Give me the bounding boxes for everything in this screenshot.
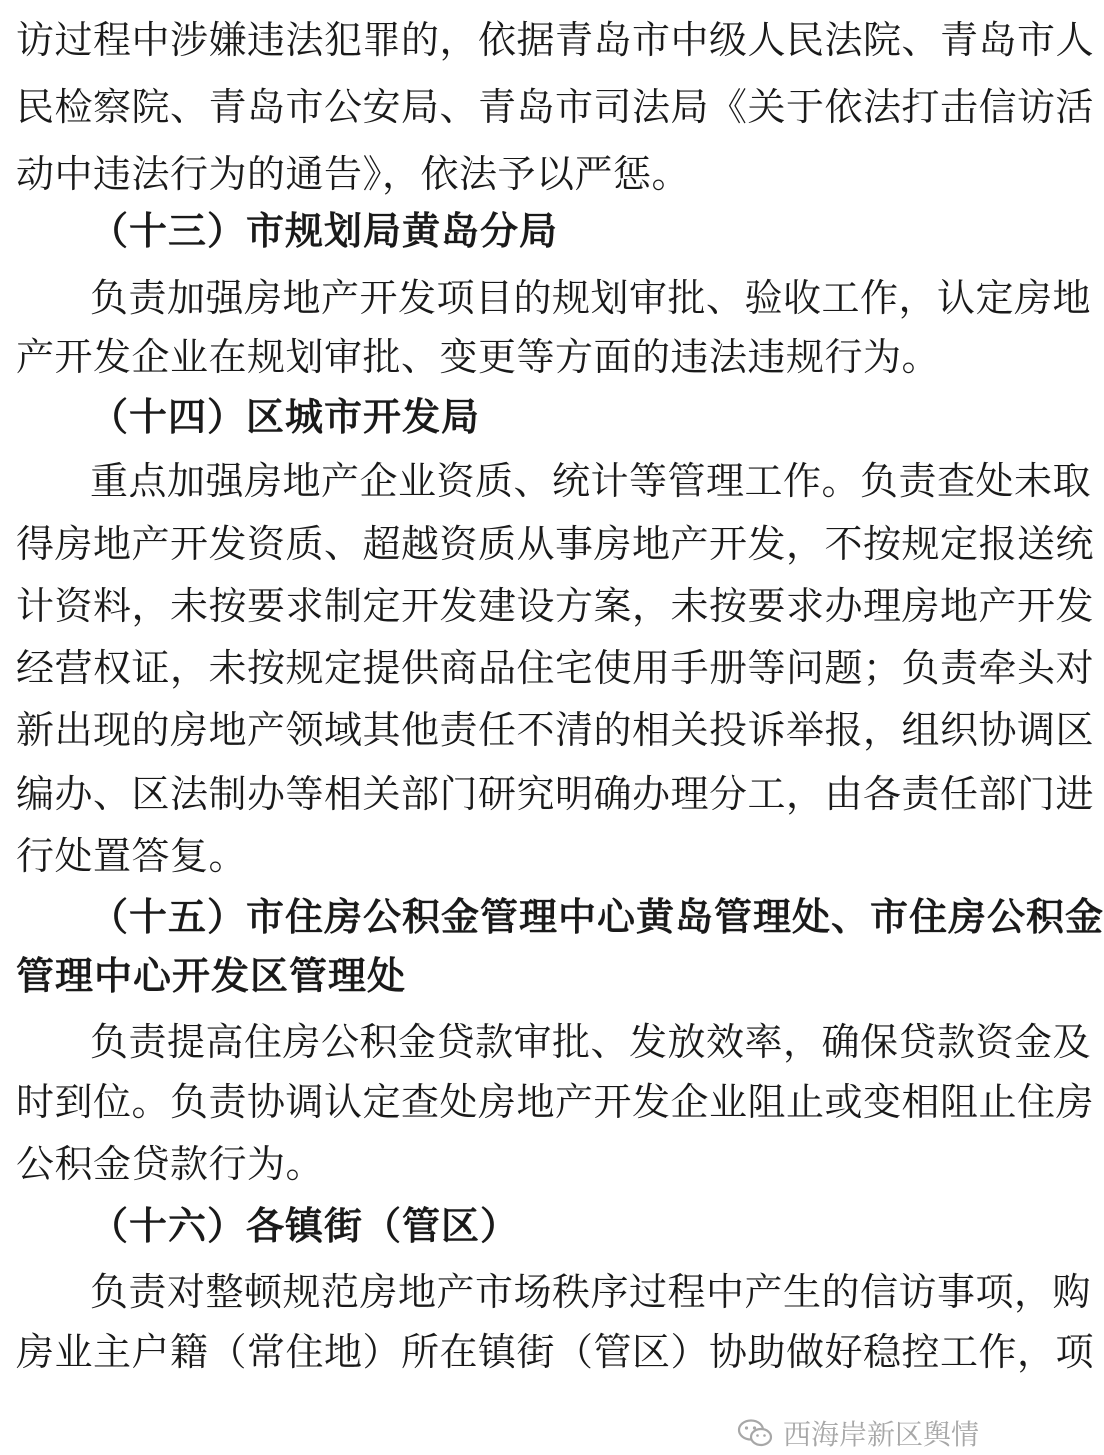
text-line: 产开发企业在规划审批、变更等方面的违法违规行为。 <box>16 335 941 379</box>
text-line: 房业主户籍（常住地）所在镇街（管区）协助做好稳控工作，项 <box>16 1330 1095 1374</box>
text-line: 负责对整顿规范房地产市场秩序过程中产生的信访事项，购 <box>90 1270 1092 1314</box>
text-line: 民检察院、青岛市公安局、青岛市司法局《关于依法打击信访活 <box>16 85 1095 129</box>
text-line: 计资料，未按要求制定开发建设方案，未按要求办理房地产开发 <box>16 584 1095 628</box>
text-line: 时到位。负责协调认定查处房地产开发企业阻止或变相阻止住房 <box>16 1080 1095 1124</box>
section-heading-14: （十四）区城市开发局 <box>90 394 481 439</box>
text-line: 行处置答复。 <box>16 834 248 878</box>
text-line: 负责提高住房公积金贷款审批、发放效率，确保贷款资金及 <box>90 1020 1092 1064</box>
section-heading-13: （十三）市规划局黄岛分局 <box>90 208 559 253</box>
section-heading-16: （十六）各镇街（管区） <box>90 1203 520 1248</box>
section-heading-15-cont: 管理中心开发区管理处 <box>16 953 407 998</box>
wechat-icon <box>737 1418 773 1448</box>
text-line: 动中违法行为的通告》，依法予以严惩。 <box>16 152 691 196</box>
section-heading-15: （十五）市住房公积金管理中心黄岛管理处、市住房公积金 <box>90 894 1104 939</box>
watermark-text: 西海岸新区舆情 <box>782 1418 979 1451</box>
text-line: 得房地产开发资质、超越资质从事房地产开发，不按规定报送统 <box>16 522 1095 566</box>
watermark <box>737 1415 979 1451</box>
text-line: 经营权证，未按规定提供商品住宅使用手册等问题；负责牵头对 <box>16 646 1095 690</box>
text-line: 重点加强房地产企业资质、统计等管理工作。负责查处未取 <box>90 459 1092 503</box>
text-line: 访过程中涉嫌违法犯罪的，依据青岛市中级人民法院、青岛市人 <box>16 18 1095 62</box>
text-line: 公积金贷款行为。 <box>16 1142 325 1186</box>
text-line: 编办、区法制办等相关部门研究明确办理分工，由各责任部门进 <box>16 772 1095 816</box>
text-line: 负责加强房地产开发项目的规划审批、验收工作，认定房地 <box>90 276 1092 320</box>
text-line: 新出现的房地产领域其他责任不清的相关投诉举报，组织协调区 <box>16 708 1095 752</box>
